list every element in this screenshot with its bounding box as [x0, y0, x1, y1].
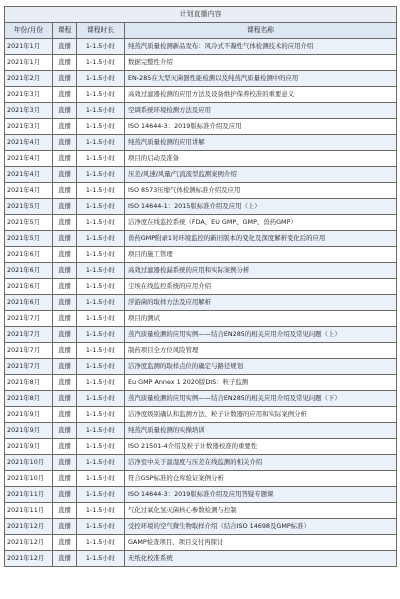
course-type-cell: 直播 [53, 519, 77, 535]
month-cell: 2021年3月 [5, 87, 53, 103]
month-cell: 2021年6月 [5, 263, 53, 279]
duration-cell: 1-1.5小时 [77, 375, 125, 391]
header-duration: 课程时长 [77, 23, 125, 39]
course-type-cell: 直播 [53, 151, 77, 167]
duration-cell: 1-1.5小时 [77, 487, 125, 503]
duration-cell: 1-1.5小时 [77, 391, 125, 407]
course-name-cell: GAMP检查项目、项目交付再探讨 [125, 535, 397, 551]
table-row [5, 535, 397, 551]
duration-cell: 1-1.5小时 [77, 247, 125, 263]
month-cell: 2021年7月 [5, 327, 53, 343]
duration-cell: 1-1.5小时 [77, 231, 125, 247]
duration-cell: 1-1.5小时 [77, 39, 125, 55]
table-row [5, 263, 397, 279]
duration-cell: 1-1.5小时 [77, 183, 125, 199]
course-type-cell: 直播 [53, 103, 77, 119]
table-row [5, 55, 397, 71]
month-cell: 2021年10月 [5, 471, 53, 487]
course-name-cell: 高效过滤器检漏系统的应用和实际案例分析 [125, 263, 397, 279]
course-type-cell: 直播 [53, 119, 77, 135]
course-name-cell: ISO 14644-1：2015版标准介绍及应用（上） [125, 199, 397, 215]
header-row [5, 23, 397, 39]
month-cell: 2021年4月 [5, 151, 53, 167]
course-name-cell: ISO 8573压缩气体检测标准介绍及应用 [125, 183, 397, 199]
table-row [5, 295, 397, 311]
month-cell: 2021年7月 [5, 343, 53, 359]
table-row [5, 247, 397, 263]
course-type-cell: 直播 [53, 247, 77, 263]
course-type-cell: 直播 [53, 295, 77, 311]
course-name-cell: 空调系统环境检测方法及应用 [125, 103, 397, 119]
course-type-cell: 直播 [53, 439, 77, 455]
course-name-cell: 蒸汽质量检测的应用实例——结合EN285的相关应用介绍及常见问题（上） [125, 327, 397, 343]
course-type-cell: 直播 [53, 263, 77, 279]
course-type-cell: 直播 [53, 535, 77, 551]
duration-cell: 1-1.5小时 [77, 535, 125, 551]
duration-cell: 1-1.5小时 [77, 151, 125, 167]
course-name-cell: 气化过氧化氢灭菌核心参数检测与控制 [125, 503, 397, 519]
month-cell: 2021年5月 [5, 231, 53, 247]
course-name-cell: 项目的启动及准备 [125, 151, 397, 167]
course-type-cell: 直播 [53, 359, 77, 375]
duration-cell: 1-1.5小时 [77, 199, 125, 215]
course-name-cell: 符合GSP标准的仓库验证案例分析 [125, 471, 397, 487]
table-row [5, 391, 397, 407]
course-name-cell: ISO 14644-3：2019版标准介绍及应用 [125, 119, 397, 135]
table-row [5, 455, 397, 471]
course-name-cell: 洁净度在线监控系统（FDA、EU GMP、GMP、兽药GMP） [125, 215, 397, 231]
course-name-cell: 洁净度监测的取样点位的确定与路径规划 [125, 359, 397, 375]
table-row [5, 503, 397, 519]
table-row [5, 119, 397, 135]
course-name-cell: 纯蒸汽质量检测新品发布：风冷式不凝性气体检测技术的应用介绍 [125, 39, 397, 55]
header-month: 年份/月份 [5, 23, 53, 39]
table-row [5, 519, 397, 535]
duration-cell: 1-1.5小时 [77, 551, 125, 567]
course-type-cell: 直播 [53, 279, 77, 295]
table-row [5, 135, 397, 151]
course-name-cell: 兽药GMP附录1对环境监控的新旧版本的变化及深度解析变化后的应用 [125, 231, 397, 247]
course-type-cell: 直播 [53, 423, 77, 439]
duration-cell: 1-1.5小时 [77, 311, 125, 327]
duration-cell: 1-1.5小时 [77, 519, 125, 535]
duration-cell: 1-1.5小时 [77, 471, 125, 487]
course-type-cell: 直播 [53, 375, 77, 391]
course-type-cell: 直播 [53, 39, 77, 55]
duration-cell: 1-1.5小时 [77, 55, 125, 71]
course-type-cell: 直播 [53, 391, 77, 407]
table-row [5, 215, 397, 231]
month-cell: 2021年1月 [5, 55, 53, 71]
table-caption: 计划直播内容 [5, 7, 397, 23]
course-name-cell: 压差/风速/风量/气流流型监测案例介绍 [125, 167, 397, 183]
schedule-sheet [4, 6, 396, 567]
month-cell: 2021年10月 [5, 455, 53, 471]
month-cell: 2021年5月 [5, 215, 53, 231]
table-row [5, 231, 397, 247]
table-row [5, 71, 397, 87]
duration-cell: 1-1.5小时 [77, 359, 125, 375]
course-name-cell: 无纸化校准系统 [125, 551, 397, 567]
month-cell: 2021年12月 [5, 519, 53, 535]
duration-cell: 1-1.5小时 [77, 439, 125, 455]
course-name-cell: 尘埃在线监控系统的应用介绍 [125, 279, 397, 295]
duration-cell: 1-1.5小时 [77, 295, 125, 311]
course-name-cell: 洁净室中关于温湿度与压差在线监测的相关介绍 [125, 455, 397, 471]
duration-cell: 1-1.5小时 [77, 167, 125, 183]
course-type-cell: 直播 [53, 471, 77, 487]
course-name-cell: 项目的施工管理 [125, 247, 397, 263]
month-cell: 2021年9月 [5, 423, 53, 439]
course-type-cell: 直播 [53, 551, 77, 567]
month-cell: 2021年12月 [5, 551, 53, 567]
month-cell: 2021年4月 [5, 183, 53, 199]
course-type-cell: 直播 [53, 487, 77, 503]
month-cell: 2021年4月 [5, 135, 53, 151]
course-name-cell: 制药项目全方位风险管理 [125, 343, 397, 359]
header-name: 课程名称 [125, 23, 397, 39]
duration-cell: 1-1.5小时 [77, 343, 125, 359]
duration-cell: 1-1.5小时 [77, 87, 125, 103]
table-row [5, 439, 397, 455]
month-cell: 2021年7月 [5, 311, 53, 327]
course-type-cell: 直播 [53, 311, 77, 327]
course-name-cell: 蒸汽质量检测的应用实例——结合EN285的相关应用介绍及常见问题（下） [125, 391, 397, 407]
course-type-cell: 直播 [53, 199, 77, 215]
course-type-cell: 直播 [53, 71, 77, 87]
course-type-cell: 直播 [53, 87, 77, 103]
table-row [5, 167, 397, 183]
table-row [5, 551, 397, 567]
month-cell: 2021年4月 [5, 167, 53, 183]
duration-cell: 1-1.5小时 [77, 119, 125, 135]
month-cell: 2021年12月 [5, 535, 53, 551]
month-cell: 2021年11月 [5, 503, 53, 519]
course-type-cell: 直播 [53, 215, 77, 231]
table-row [5, 423, 397, 439]
course-type-cell: 直播 [53, 167, 77, 183]
course-type-cell: 直播 [53, 503, 77, 519]
course-name-cell: 受控环境的空气微生物取样介绍（结合ISO 14698及GMP标准） [125, 519, 397, 535]
course-type-cell: 直播 [53, 343, 77, 359]
month-cell: 2021年5月 [5, 199, 53, 215]
table-row [5, 183, 397, 199]
table-body [5, 39, 397, 567]
table-row [5, 87, 397, 103]
month-cell: 2021年6月 [5, 295, 53, 311]
course-type-cell: 直播 [53, 407, 77, 423]
course-name-cell: Eu GMP Annex 1 2020版DIS：粒子监测 [125, 375, 397, 391]
duration-cell: 1-1.5小时 [77, 135, 125, 151]
duration-cell: 1-1.5小时 [77, 279, 125, 295]
month-cell: 2021年9月 [5, 439, 53, 455]
table-row [5, 39, 397, 55]
table-row [5, 327, 397, 343]
course-name-cell: ISO 21501-4介绍及粒子计数器校准的重要性 [125, 439, 397, 455]
course-name-cell: 浮游菌的取样方法及应用解析 [125, 295, 397, 311]
table-row [5, 279, 397, 295]
schedule-table [4, 6, 397, 567]
month-cell: 2021年6月 [5, 247, 53, 263]
duration-cell: 1-1.5小时 [77, 103, 125, 119]
course-name-cell: 纯蒸汽质量检测的应用讲解 [125, 135, 397, 151]
course-type-cell: 直播 [53, 183, 77, 199]
duration-cell: 1-1.5小时 [77, 71, 125, 87]
table-row [5, 343, 397, 359]
month-cell: 2021年2月 [5, 71, 53, 87]
duration-cell: 1-1.5小时 [77, 215, 125, 231]
course-name-cell: 洁净度级别确认和监测方法、粒子计数器的应用和实际案例分析 [125, 407, 397, 423]
course-name-cell: ISO 14644-3：2019版标准介绍及应用答疑专题课 [125, 487, 397, 503]
duration-cell: 1-1.5小时 [77, 503, 125, 519]
table-row [5, 375, 397, 391]
course-name-cell: EN-285在大型灭菌器性能检测以及纯蒸汽质量检测中的应用 [125, 71, 397, 87]
table-row [5, 103, 397, 119]
table-row [5, 487, 397, 503]
month-cell: 2021年7月 [5, 359, 53, 375]
table-row [5, 151, 397, 167]
table-row [5, 407, 397, 423]
course-type-cell: 直播 [53, 55, 77, 71]
month-cell: 2021年1月 [5, 39, 53, 55]
table-row [5, 359, 397, 375]
month-cell: 2021年6月 [5, 279, 53, 295]
table-row [5, 471, 397, 487]
header-course: 课程 [53, 23, 77, 39]
duration-cell: 1-1.5小时 [77, 455, 125, 471]
month-cell: 2021年8月 [5, 391, 53, 407]
duration-cell: 1-1.5小时 [77, 327, 125, 343]
month-cell: 2021年11月 [5, 487, 53, 503]
course-name-cell: 高效过滤器检测的应用方法及设备维护保养校准的重要意义 [125, 87, 397, 103]
table-row [5, 199, 397, 215]
month-cell: 2021年3月 [5, 103, 53, 119]
course-type-cell: 直播 [53, 135, 77, 151]
duration-cell: 1-1.5小时 [77, 263, 125, 279]
month-cell: 2021年3月 [5, 119, 53, 135]
duration-cell: 1-1.5小时 [77, 407, 125, 423]
month-cell: 2021年8月 [5, 375, 53, 391]
course-name-cell: 数据完整性介绍 [125, 55, 397, 71]
duration-cell: 1-1.5小时 [77, 423, 125, 439]
course-name-cell: 纯蒸汽质量检测的实操培训 [125, 423, 397, 439]
table-row [5, 311, 397, 327]
course-name-cell: 项目的测试 [125, 311, 397, 327]
course-type-cell: 直播 [53, 231, 77, 247]
course-type-cell: 直播 [53, 455, 77, 471]
course-type-cell: 直播 [53, 327, 77, 343]
month-cell: 2021年9月 [5, 407, 53, 423]
